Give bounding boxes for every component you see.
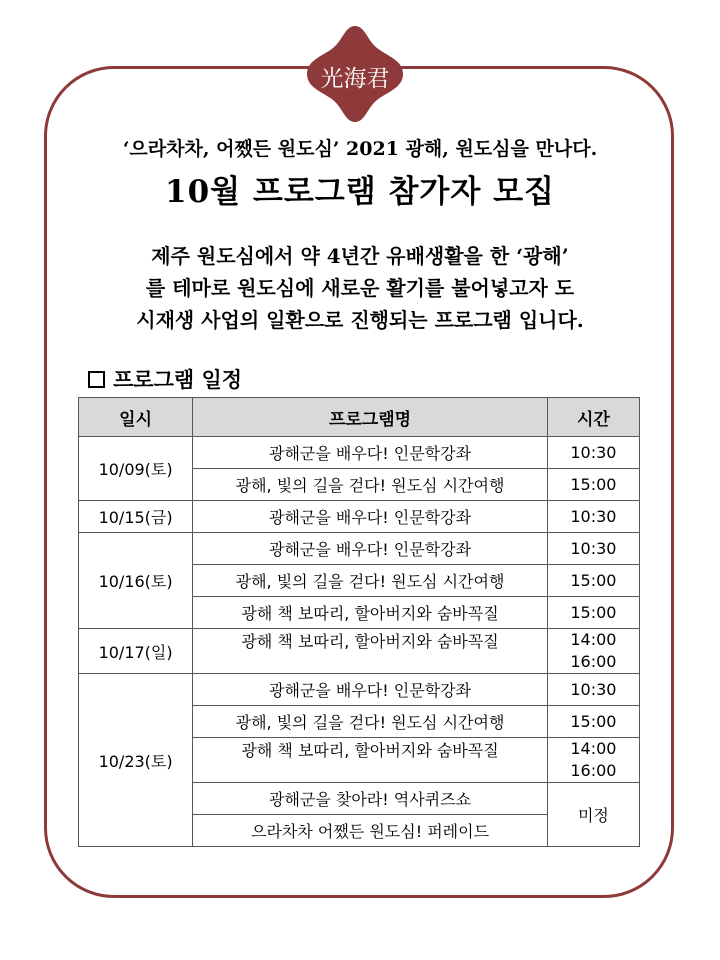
time-cell: 15:00 xyxy=(547,597,639,629)
program-cell: 광해군을 배우다! 인문학강좌 xyxy=(193,501,548,533)
table-row xyxy=(79,674,640,706)
date-cell: 10/17(일) xyxy=(79,629,193,674)
intro-line: 시재생 사업의 일환으로 진행되는 프로그램 입니다. xyxy=(136,308,584,332)
time-cell: 미정 xyxy=(547,783,639,847)
page-subtitle: ‘으라차차, 어쨌든 원도심’ 2021 광해, 원도심을 만나다. xyxy=(122,138,598,160)
program-cell: 광해, 빛의 길을 걷다! 원도심 시간여행 xyxy=(193,469,548,501)
header-program: 프로그램명 xyxy=(193,398,548,437)
program-cell: 광해 책 보따리, 할아버지와 숨바꼭질 xyxy=(193,629,548,674)
date-cell: 10/23(토) xyxy=(79,674,193,847)
table-row xyxy=(79,501,640,533)
time-cell: 15:00 xyxy=(547,706,639,738)
program-cell: 광해군을 배우다! 인문학강좌 xyxy=(193,674,548,706)
seal-text: 光海君 xyxy=(320,66,390,92)
time-value: 16:00 xyxy=(570,652,617,671)
time-value: 14:00 xyxy=(570,630,617,649)
program-cell: 광해, 빛의 길을 걷다! 원도심 시간여행 xyxy=(193,706,548,738)
intro-paragraph xyxy=(72,240,648,336)
time-value: 14:00 xyxy=(570,739,617,758)
program-cell: 광해군을 찾아라! 역사퀴즈쇼 xyxy=(193,783,548,815)
program-cell: 으라차차 어쨌든 원도심! 퍼레이드 xyxy=(193,815,548,847)
time-cell xyxy=(547,629,639,674)
page-title: 10월 프로그램 참가자 모집 xyxy=(165,174,555,210)
program-cell: 광해, 빛의 길을 걷다! 원도심 시간여행 xyxy=(193,565,548,597)
time-cell: 15:00 xyxy=(547,469,639,501)
table-row xyxy=(79,629,640,674)
header-time: 시간 xyxy=(547,398,639,437)
table-header-row xyxy=(79,398,640,437)
table-row xyxy=(79,437,640,469)
time-cell xyxy=(547,738,639,783)
time-cell: 10:30 xyxy=(547,533,639,565)
time-cell: 10:30 xyxy=(547,674,639,706)
program-cell: 광해 책 보따리, 할아버지와 숨바꼭질 xyxy=(193,738,548,783)
time-value: 16:00 xyxy=(570,761,617,780)
date-cell: 10/09(토) xyxy=(79,437,193,501)
program-cell: 광해군을 배우다! 인문학강좌 xyxy=(193,437,548,469)
program-cell: 광해 책 보따리, 할아버지와 숨바꼭질 xyxy=(193,597,548,629)
checkbox-bullet-icon xyxy=(88,371,105,388)
table-row xyxy=(79,533,640,565)
date-cell: 10/15(금) xyxy=(79,501,193,533)
time-cell: 10:30 xyxy=(547,437,639,469)
time-cell: 15:00 xyxy=(547,565,639,597)
section-title: 프로그램 일정 xyxy=(113,367,243,392)
header-date: 일시 xyxy=(79,398,193,437)
gwanghae-seal-icon xyxy=(303,22,407,126)
section-heading xyxy=(88,364,242,394)
intro-line: 를 테마로 원도심에 새로운 활기를 불어넣고자 도 xyxy=(145,276,575,300)
schedule-table xyxy=(78,397,640,847)
intro-line: 제주 원도심에서 약 4년간 유배생활을 한 ‘광해’ xyxy=(151,244,569,268)
program-cell: 광해군을 배우다! 인문학강좌 xyxy=(193,533,548,565)
time-cell: 10:30 xyxy=(547,501,639,533)
date-cell: 10/16(토) xyxy=(79,533,193,629)
